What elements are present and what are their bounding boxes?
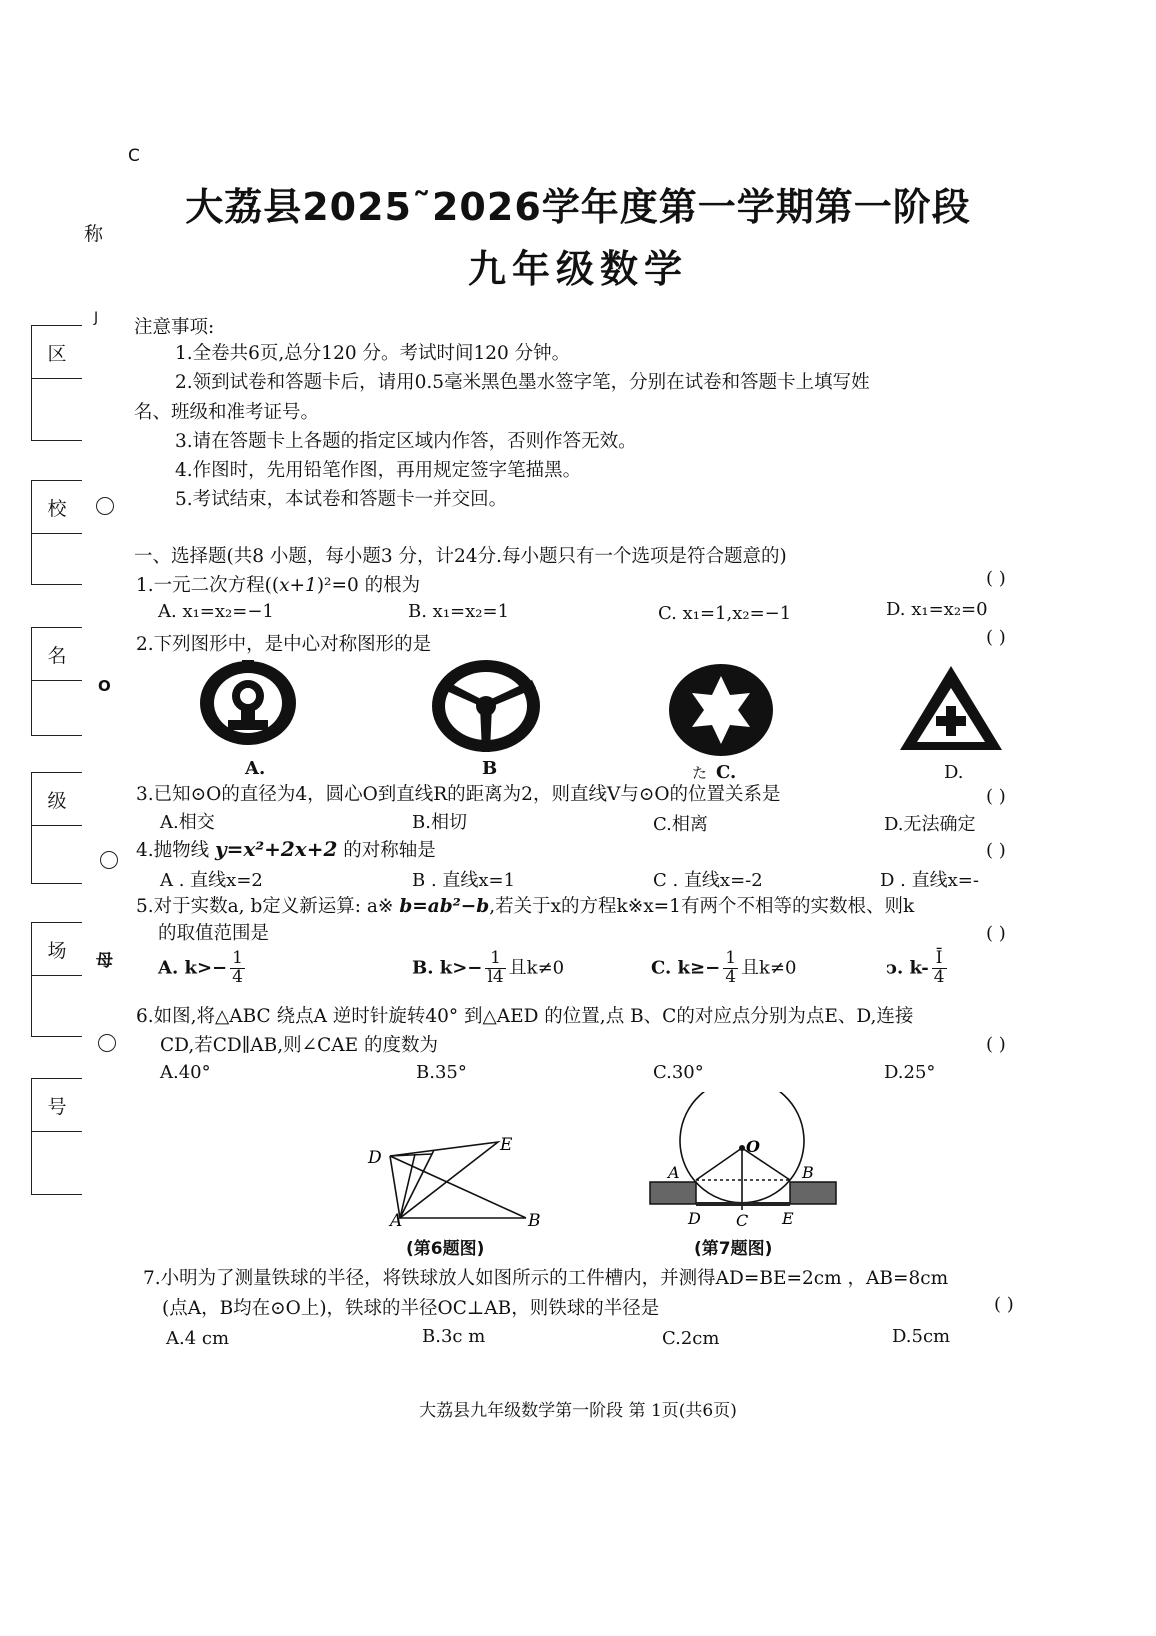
q1-option-d: D. x₁=x₂=0 (886, 599, 988, 620)
q7-option-d: D.5cm (892, 1326, 951, 1347)
q2-label-d: D. (944, 762, 964, 783)
binding-box-room (31, 922, 82, 1037)
q7-option-b: B.3c m (422, 1326, 486, 1347)
binding-label: 场 (32, 923, 82, 976)
page-subtitle: 九年级数学 (467, 247, 688, 291)
question-7-stem-line1: 7.小明为了测量铁球的半径，将铁球放人如图所示的工件槽内，并测得AD=BE=2cm ，AB=8cm (143, 1268, 949, 1289)
fig6-label-e: E (500, 1135, 513, 1155)
binding-box-name (31, 627, 82, 736)
question-7-stem-line2: (点A，B均在⊙O上)，铁球的半径OC⊥AB，则铁球的半径是 (162, 1298, 660, 1319)
binding-hole-icon (96, 497, 114, 515)
fig6-label-d: D (368, 1148, 382, 1168)
question-2-stem: 2.下列图形中，是中心对称图形的是 (136, 634, 432, 655)
fig7-label-b: B (802, 1163, 814, 1182)
binding-label: 级 (32, 773, 82, 826)
question-6-stem-line1: 6.如图,将△ABC 绕点A 逆时针旋转40° 到△AED 的位置,点 B、C的对应点分别为点E、D,连接 (136, 1006, 914, 1027)
steering-wheel-icon (430, 660, 542, 754)
star-badge-icon (668, 662, 774, 758)
question-4-stem: 4.抛物线 y=x²+2x+2 的对称轴是 (136, 837, 436, 861)
question-6-stem-line2: CD,若CD∥AB,则∠CAE 的度数为 (160, 1035, 438, 1056)
margin-mark-cheng: 称 (84, 223, 104, 245)
q3-option-c: C.相离 (653, 814, 708, 835)
q4-option-b: B . 直线x=1 (412, 870, 516, 891)
notice-item: 名、班级和准考证号。 (134, 402, 320, 423)
binding-label: 号 (32, 1079, 82, 1132)
binding-hole-icon (100, 851, 118, 869)
q5-option-c: C. k≥− $\frac{1}{4}$ 且k≠0 (651, 948, 797, 987)
binding-hole-icon (98, 1034, 116, 1052)
warning-cross-sign-icon (898, 664, 1004, 754)
railway-logo-icon (198, 660, 302, 750)
notice-heading: 注意事项: (134, 317, 215, 338)
q6-option-a: A.40° (160, 1062, 211, 1083)
q5-option-a: A. k>− $\frac{1}{4}$ (158, 948, 243, 987)
binding-label: 名 (32, 628, 82, 681)
q2-label-c: C. (716, 762, 737, 783)
fig6-label-a: A (390, 1211, 403, 1230)
q2-label-a: A. (245, 758, 266, 779)
q4-option-a: A . 直线x=2 (160, 870, 263, 891)
q3-option-d: D.无法确定 (884, 814, 976, 835)
question-1-stem: 1.一元二次方程((x+1)²=0 的根为 (136, 575, 421, 596)
binding-label: 校 (32, 481, 82, 534)
answer-bracket: ( ) (986, 568, 1006, 589)
margin-mark-mu: 母 (96, 951, 113, 971)
binding-box-district (31, 325, 82, 441)
figure-7-caption: (第7题图) (694, 1239, 773, 1259)
q4-option-c: C . 直线x=-2 (653, 870, 763, 891)
notice-item: 4.作图时，先用铅笔作图，再用规定签字笔描黑。 (175, 460, 582, 481)
q1-option-a: A. x₁=x₂=−1 (158, 601, 274, 622)
question-5-stem-line2: 的取值范围是 (158, 923, 270, 944)
fig7-label-c: C (736, 1211, 749, 1228)
q6-option-c: C.30° (653, 1062, 704, 1083)
fig7-label-a: A (668, 1163, 680, 1182)
q7-option-a: A.4 cm (166, 1328, 230, 1349)
section-heading: 一、选择题(共8 小题，每小题3 分，计24分.每小题只有一个选项是符合题意的) (134, 546, 787, 567)
figure-6-triangles (360, 1130, 550, 1230)
question-3-stem: 3.已知⊙O的直径为4，圆心O到直线R的距离为2，则直线V与⊙O的位置关系是 (136, 784, 781, 805)
q3-option-b: B.相切 (412, 812, 467, 833)
q1-option-c: C. x₁=1,x₂=−1 (658, 603, 792, 624)
page-title: 大荔县2025˜2026学年度第一学期第一阶段 (185, 185, 971, 229)
fig7-label-o: O (746, 1137, 760, 1156)
binding-box-school (31, 480, 82, 585)
binding-label: 区 (32, 326, 82, 379)
q2-label-b: B (482, 758, 498, 779)
q1-option-b: B. x₁=x₂=1 (408, 601, 510, 622)
binding-box-class (31, 772, 82, 884)
margin-mark-o: O (98, 677, 111, 695)
notice-item: 3.请在答题卡上各题的指定区域内作答，否则作答无效。 (175, 431, 637, 452)
fig7-label-d: D (688, 1209, 701, 1228)
notice-item: 1.全卷共6页,总分120 分。考试时间120 分钟。 (175, 343, 571, 364)
fig7-label-e: E (782, 1209, 794, 1228)
answer-bracket: ( ) (986, 923, 1006, 944)
question-5-stem-line1: 5.对于实数a, b定义新运算: a※ b=ab²−b,若关于x的方程k※x=1有两个不相等的实数根、则k (136, 896, 915, 917)
q5-option-b: B. k>− $\frac{1}{l4}$ 且k≠0 (412, 948, 565, 987)
q4-option-d: D . 直线x=- (880, 870, 979, 891)
binding-box-number (31, 1078, 82, 1195)
notice-item: 5.考试结束，本试卷和答题卡一并交回。 (175, 489, 508, 510)
q6-option-b: B.35° (416, 1062, 467, 1083)
q2-stray-mark: た (692, 764, 708, 782)
notice-item: 2.领到试卷和答题卡后，请用0.5毫米黑色墨水签字笔，分别在试卷和答题卡上填写姓 (175, 372, 870, 393)
answer-bracket: ( ) (986, 627, 1006, 648)
q5-option-d: ↄ. k- $\frac{Ī}{4}$ (886, 948, 945, 987)
margin-mark-c: C (128, 146, 140, 166)
q6-option-d: D.25° (884, 1062, 936, 1083)
answer-bracket: ( ) (986, 840, 1006, 861)
figure-6-caption: (第6题图) (406, 1239, 485, 1259)
fig6-label-b: B (528, 1211, 541, 1230)
q7-option-c: C.2cm (662, 1328, 720, 1349)
q3-option-a: A.相交 (160, 812, 215, 833)
answer-bracket: ( ) (986, 1034, 1006, 1055)
answer-bracket: ( ) (986, 786, 1006, 807)
page-footer: 大荔县九年级数学第一阶段 第 1页(共6页) (419, 1401, 737, 1421)
margin-mark-j: J (94, 310, 99, 326)
answer-bracket: ( ) (994, 1294, 1014, 1315)
figure-7-ball-in-groove (646, 1092, 842, 1228)
